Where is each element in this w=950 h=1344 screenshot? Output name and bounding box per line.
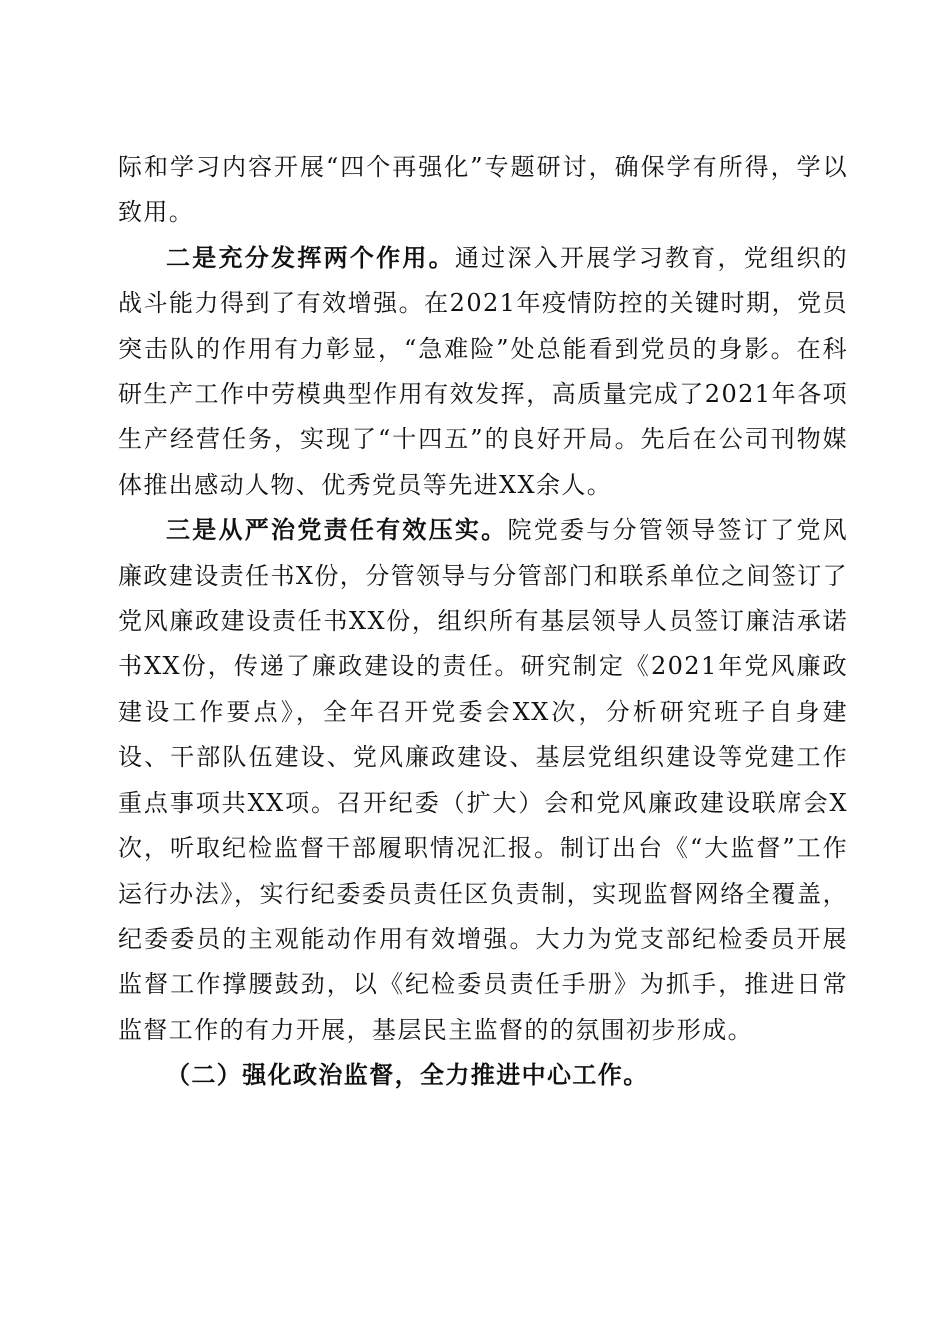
paragraph-lead: 二是充分发挥两个作用。 [166,243,455,272]
paragraph-lead: 三是从严治党责任有效压实。 [166,516,508,545]
paragraph-text: 际和学习内容开展“四个再强化”专题研讨，确保学有所得，学以致用。 [118,153,848,227]
paragraph-text: 院党委与分管领导签订了党风廉政建设责任书X份，分管领导与分管部门和联系单位之间签订了党风廉政建设责任书XX份，组织所有基层领导人员签订廉洁承诺书XX份，传递了廉政建设的责任。研究制定《2021年党风廉政建设工作要点》，全年召开党委会XX次，分析研究班子自身建设、干部队伍建设、党风廉政建设、基层党组织建设等党建工作重点事项共XX项。召开纪委（扩大）会和党风廉政建设联席会X次，听取纪检监督干部履职情况汇报。制订出台《“大监督”工作运行办法》，实行纪委委员责任区负责制，实现监督网络全覆盖，纪委委员的主观能动作用有效增强。大力为党支部纪检委员开展监督工作撑腰鼓劲，以《纪检委员责任手册》为抓手，推进日常监督工作的有力开展，基层民主监督的的氛围初步形成。 [118,516,849,1044]
document-body [118,145,848,1099]
paragraph-continuation [118,145,848,236]
paragraph-party-responsibility [118,508,848,1053]
paragraph-text: 通过深入开展学习教育，党组织的战斗能力得到了有效增强。在2021年疫情防控的关键时期，党员突击队的作用有力彰显，“急难险”处总能看到党员的身影。在科研生产工作中劳模典型作用有效发挥，高质量完成了2021年各项生产经营任务，实现了“十四五”的良好开局。先后在公司刊物媒体推出感动人物、优秀党员等先进XX余人。 [118,243,848,499]
section-heading: （二）强化政治监督，全力推进中心工作。 [166,1061,649,1090]
paragraph-two-roles [118,236,848,508]
